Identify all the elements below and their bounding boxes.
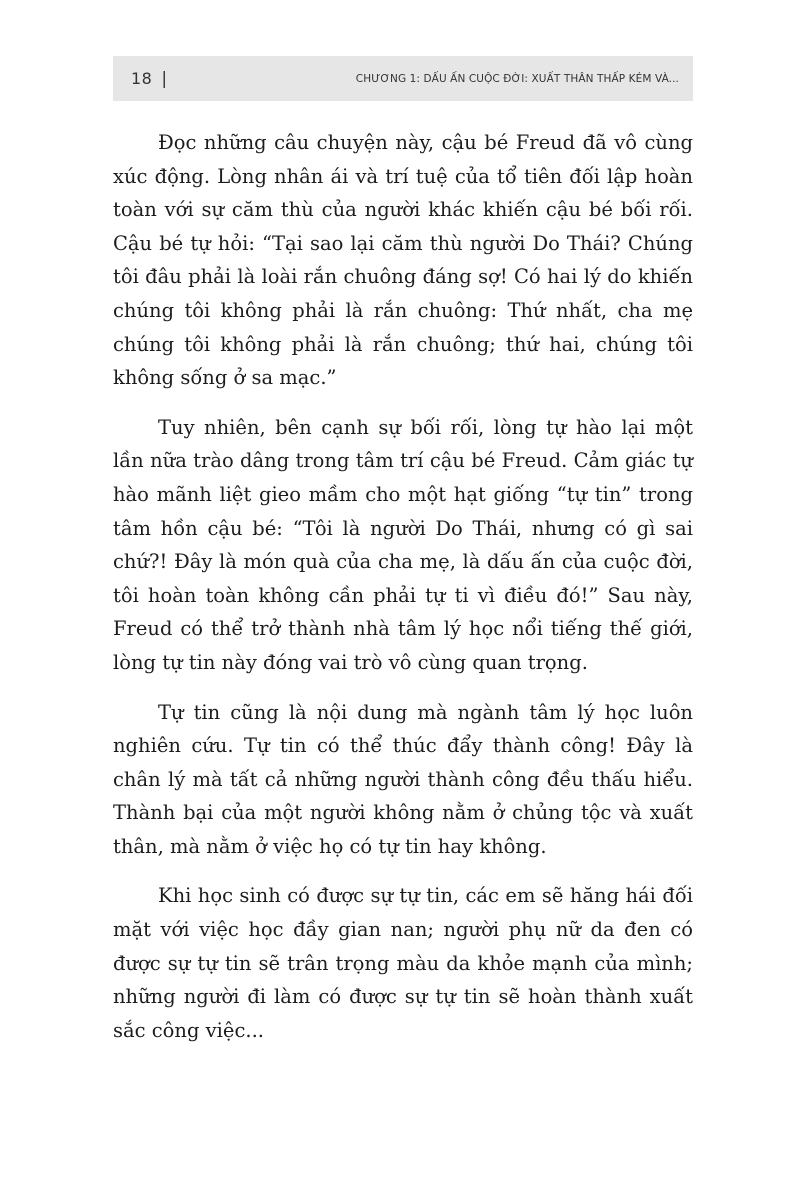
paragraph-2: Tuy nhiên, bên cạnh sự bối rối, lòng tự hào lại một lần nữa trào dâng trong tâm trí cậu bé Freud. Cảm giác tự hào mãnh liệt gieo mầm cho một hạt giống “tự tin” trong tâm hồn cậu bé: “Tôi là người Do Thái, nhưng có gì sai chứ?! Đây là món quà của cha mẹ, là dấu ấn của cuộc đời, tôi hoàn toàn không cần phải tự ti vì điều đó!” Sau này, Freud có thể trở thành nhà tâm lý học nổi tiếng thế giới, lòng tự tin này đóng vai trò vô cùng quan trọng.	[113, 415, 693, 674]
body-text	[113, 126, 693, 1063]
paragraph-4: Khi học sinh có được sự tự tin, các em sẽ hăng hái đối mặt với việc học đầy gian nan; người phụ nữ da đen có được sự tự tin sẽ trân trọng màu da khỏe mạnh của mình; những người đi làm có được sự tự tin sẽ hoàn thành xuất sắc công việc...	[113, 884, 693, 1042]
chapter-running-title: CHƯƠNG 1: DẤU ẤN CUỘC ĐỜI: XUẤT THÂN THẤP KÉM VÀ...	[355, 72, 679, 85]
header-divider: |	[161, 68, 168, 89]
page-number: 18	[131, 69, 153, 88]
running-header	[113, 56, 693, 101]
paragraph-3: Tự tin cũng là nội dung mà ngành tâm lý học luôn nghiên cứu. Tự tin có thể thúc đẩy thành công! Đây là chân lý mà tất cả những người thành công đều thấu hiểu. Thành bại của một người không nằm ở chủng tộc và xuất thân, mà nằm ở việc họ có tự tin hay không.	[113, 700, 693, 858]
paragraph-1: Đọc những câu chuyện này, cậu bé Freud đã vô cùng xúc động. Lòng nhân ái và trí tuệ của tổ tiên đối lập hoàn toàn với sự căm thù của người khác khiến cậu bé bối rối. Cậu bé tự hỏi: “Tại sao lại căm thù người Do Thái? Chúng tôi đâu phải là loài rắn chuông đáng sợ! Có hai lý do khiến chúng tôi không phải là rắn chuông: Thứ nhất, cha mẹ chúng tôi không phải là rắn chuông; thứ hai, chúng tôi không sống ở sa mạc.”	[113, 131, 693, 390]
